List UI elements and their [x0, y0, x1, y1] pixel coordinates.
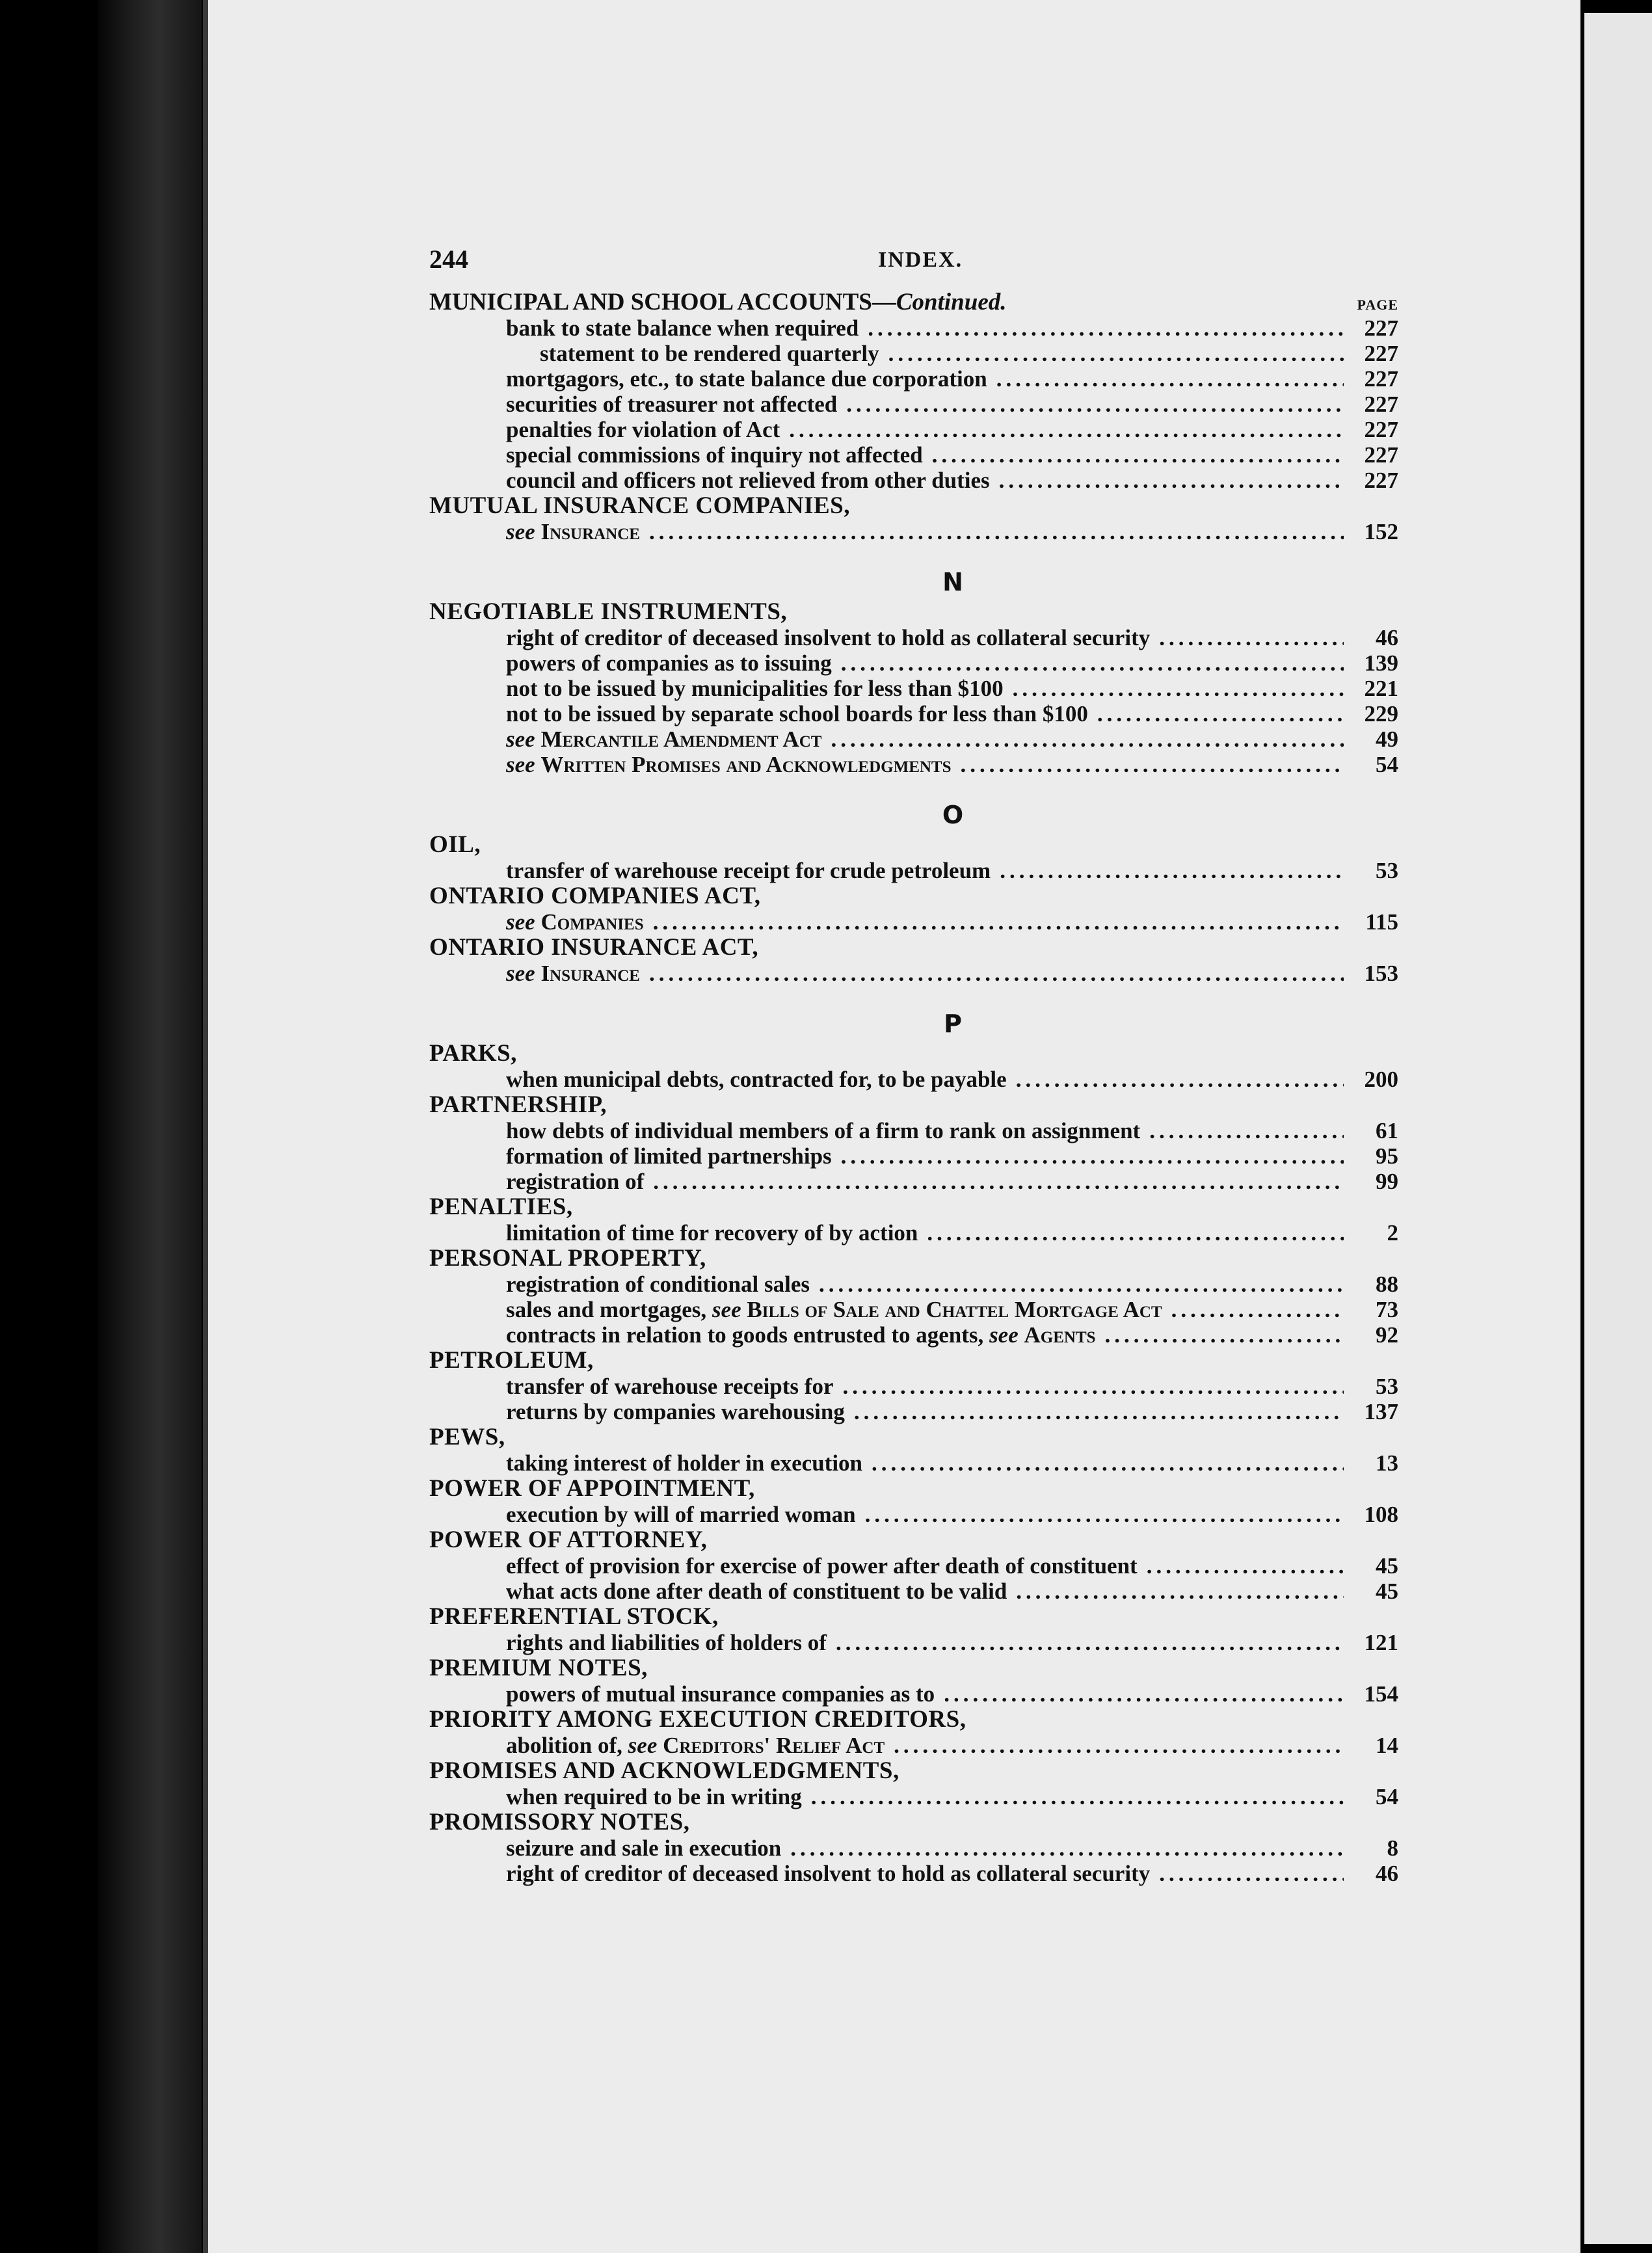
- page-reference: 53: [1376, 858, 1398, 883]
- page-reference: 153: [1364, 961, 1398, 986]
- dot-leader: [932, 442, 1344, 468]
- index-subentry: [429, 315, 1398, 341]
- index-subentry: [429, 366, 1398, 392]
- index-subentry: [429, 1681, 1398, 1707]
- page-reference: 54: [1376, 1784, 1398, 1809]
- subentry-label: taking interest of holder in execution: [506, 1450, 863, 1476]
- subentry-text: [506, 909, 644, 935]
- subentry-label: council and officers not relieved from other duties: [506, 468, 990, 493]
- dot-leader: [789, 417, 1344, 442]
- subentry-text: [506, 1630, 827, 1655]
- dot-leader: [868, 315, 1344, 341]
- subentry-label: when municipal debts, contracted for, to be payable: [506, 1067, 1007, 1092]
- subentry-label: powers of mutual insurance companies as to: [506, 1681, 935, 1707]
- cross-reference: Creditors' Relief Act: [663, 1733, 885, 1758]
- index-subentry: [429, 1374, 1398, 1399]
- see-word: see: [628, 1733, 658, 1758]
- subentry-label: registration of: [506, 1169, 645, 1194]
- index-subentry: [429, 1399, 1398, 1424]
- subentry-label: not to be issued by separate school boards for less than $100: [506, 701, 1088, 727]
- index-subentry: [429, 1169, 1398, 1194]
- index-subentry: [429, 1322, 1398, 1348]
- page-reference: 92: [1376, 1322, 1398, 1348]
- page-reference: 152: [1364, 519, 1398, 544]
- subentry-text: [506, 417, 780, 442]
- page-reference: 2: [1387, 1220, 1398, 1246]
- page-reference: 61: [1376, 1118, 1398, 1143]
- page-column-label: PAGE: [1357, 297, 1398, 313]
- subentry-label: contracts in relation to goods entrusted to agents,: [506, 1322, 984, 1348]
- subentry-text: [506, 752, 952, 777]
- page-reference: 13: [1376, 1450, 1398, 1476]
- page-reference: 108: [1364, 1502, 1398, 1527]
- subentry-text: [506, 1553, 1138, 1579]
- see-word: see: [989, 1322, 1019, 1348]
- subentry-text: [506, 1297, 1162, 1322]
- index-subentry: [429, 701, 1398, 727]
- index-subentry: [429, 1835, 1398, 1861]
- page-reference: 227: [1364, 392, 1398, 417]
- subentry-label: when required to be in writing: [506, 1784, 802, 1809]
- page-reference: 121: [1364, 1630, 1398, 1655]
- index-heading: ONTARIO COMPANIES ACT,: [429, 883, 761, 909]
- subentry-text: [506, 1143, 832, 1169]
- page-reference: 227: [1364, 442, 1398, 468]
- subentry-label: right of creditor of deceased insolvent to hold as collateral security: [506, 625, 1151, 650]
- subentry-text: [506, 1450, 862, 1476]
- page-reference: 45: [1376, 1579, 1398, 1604]
- index-heading: NEGOTIABLE INSTRUMENTS,: [429, 598, 788, 625]
- dot-leader: [1016, 1067, 1344, 1092]
- subentry-text: [506, 315, 859, 341]
- subentry-text: [506, 727, 821, 752]
- subentry-text: [506, 1169, 644, 1194]
- see-word: see: [506, 519, 535, 544]
- index-heading: PRIORITY AMONG EXECUTION CREDITORS,: [429, 1706, 966, 1733]
- page-reference: 99: [1376, 1169, 1398, 1194]
- subentry-label: sales and mortgages,: [506, 1297, 707, 1322]
- index-heading: PARTNERSHIP,: [429, 1091, 607, 1118]
- subentry-text: [506, 701, 1088, 727]
- continued-heading: [429, 289, 1398, 315]
- index-entries: [429, 493, 1398, 1886]
- running-head: [429, 244, 1398, 289]
- dot-leader: [831, 727, 1344, 752]
- page-number: 244: [429, 245, 468, 274]
- index-subentry: [429, 1784, 1398, 1809]
- page-reference: 229: [1364, 701, 1398, 727]
- facing-page-edge: [1584, 13, 1652, 2244]
- index-subentry: [429, 468, 1398, 493]
- dot-leader: [888, 341, 1344, 366]
- dot-leader: [1097, 701, 1344, 727]
- continued-heading-text: MUNICIPAL AND SCHOOL ACCOUNTS—: [429, 289, 896, 315]
- dot-leader: [846, 392, 1344, 417]
- subentry-label: formation of limited partnerships: [506, 1143, 832, 1169]
- index-subentry: [429, 909, 1398, 935]
- index-subentry: [429, 519, 1398, 544]
- index-subentry: [429, 1733, 1398, 1758]
- index-subentry: [429, 1579, 1398, 1604]
- index-heading: PROMISSORY NOTES,: [429, 1809, 690, 1835]
- index-subentry: [429, 625, 1398, 650]
- subentry-text: [506, 650, 832, 676]
- page-reference: 53: [1376, 1374, 1398, 1399]
- dot-leader: [1016, 1579, 1344, 1604]
- see-word: see: [506, 727, 535, 752]
- subentry-label: execution by will of married woman: [506, 1502, 856, 1527]
- subentry-text: [506, 519, 640, 544]
- page-reference: 73: [1376, 1297, 1398, 1322]
- dot-leader: [811, 1784, 1344, 1809]
- dot-leader: [894, 1733, 1344, 1758]
- dot-leader: [865, 1502, 1344, 1527]
- dot-leader: [653, 909, 1344, 935]
- page-reference: 227: [1364, 341, 1398, 366]
- subentry-text: [506, 1835, 781, 1861]
- subentry-text: [506, 442, 923, 468]
- index-subentry: [429, 417, 1398, 442]
- page-reference: 8: [1387, 1835, 1398, 1861]
- dot-leader: [1159, 625, 1344, 650]
- index-subentry: [429, 961, 1398, 986]
- subentry-text: [506, 1861, 1150, 1886]
- continued-entries: [429, 315, 1398, 493]
- dot-leader: [649, 519, 1344, 544]
- subentry-label: what acts done after death of constituent to be valid: [506, 1579, 1007, 1604]
- page-reference: 137: [1364, 1399, 1398, 1424]
- index-subentry: [429, 1450, 1398, 1476]
- page-reference: 221: [1364, 676, 1398, 701]
- page-reference: 46: [1376, 1861, 1398, 1886]
- subentry-text: [506, 392, 837, 417]
- subentry-label: not to be issued by municipalities for less than $100: [506, 676, 1004, 701]
- cross-reference: Insurance: [540, 961, 640, 986]
- page-reference: 54: [1376, 752, 1398, 777]
- index-subentry: [429, 1220, 1398, 1246]
- dot-leader: [1105, 1322, 1344, 1348]
- subentry-label: statement to be rendered quarterly: [540, 341, 879, 366]
- dot-leader: [841, 650, 1344, 676]
- index-subentry: [429, 727, 1398, 752]
- see-word: see: [506, 961, 535, 986]
- page-reference: 227: [1364, 468, 1398, 493]
- dot-leader: [927, 1220, 1344, 1246]
- subentry-text: [506, 1399, 845, 1424]
- subentry-text: [506, 1579, 1007, 1604]
- subentry-text: [506, 1067, 1007, 1092]
- page-reference: 154: [1364, 1681, 1398, 1707]
- cross-reference: Bills of Sale and Chattel Mortgage Act: [747, 1297, 1162, 1322]
- subentry-label: effect of provision for exercise of power after death of constituent: [506, 1553, 1138, 1579]
- page-reference: 14: [1376, 1733, 1398, 1758]
- subentry-label: right of creditor of deceased insolvent to hold as collateral security: [506, 1861, 1151, 1886]
- subentry-label: penalties for violation of Act: [506, 417, 780, 442]
- dot-leader: [996, 366, 1344, 392]
- index-subentry: [429, 1861, 1398, 1886]
- index-subentry: [429, 1297, 1398, 1322]
- page-reference: 115: [1365, 909, 1398, 935]
- index-heading: MUTUAL INSURANCE COMPANIES,: [429, 492, 850, 519]
- dot-leader: [1149, 1118, 1344, 1143]
- subentry-label: transfer of warehouse receipt for crude petroleum: [506, 858, 991, 883]
- index-subentry: [429, 1067, 1398, 1092]
- index-subentry: [429, 1553, 1398, 1579]
- index-subentry: [429, 442, 1398, 468]
- index-subentry: [429, 650, 1398, 676]
- cross-reference: Written Promises and Acknowledgments: [540, 752, 952, 777]
- dot-leader: [1147, 1553, 1344, 1579]
- page-reference: 45: [1376, 1553, 1398, 1579]
- index-heading: POWER OF APPOINTMENT,: [429, 1475, 755, 1502]
- subentry-text: [506, 1502, 856, 1527]
- index-heading: PREFERENTIAL STOCK,: [429, 1603, 719, 1630]
- dot-leader: [836, 1630, 1344, 1655]
- page-reference: 139: [1364, 650, 1398, 676]
- dot-leader: [944, 1681, 1344, 1707]
- subentry-text: [506, 1322, 1096, 1348]
- subentry-label: abolition of,: [506, 1733, 622, 1758]
- dot-leader: [653, 1169, 1344, 1194]
- index-heading: PETROLEUM,: [429, 1347, 594, 1374]
- dot-leader: [999, 468, 1344, 493]
- continued-word: Continued.: [896, 289, 1007, 315]
- subentry-label: powers of companies as to issuing: [506, 650, 832, 676]
- cross-reference: Agents: [1024, 1322, 1096, 1348]
- subentry-label: returns by companies warehousing: [506, 1399, 845, 1424]
- subentry-text: [506, 1220, 918, 1246]
- index-heading: PROMISES AND ACKNOWLEDGMENTS,: [429, 1757, 899, 1784]
- index-heading: OIL,: [429, 831, 481, 858]
- index-heading: PARKS,: [429, 1040, 517, 1067]
- dot-leader: [1013, 676, 1344, 701]
- section-letter: P: [944, 1009, 962, 1038]
- subentry-text: [506, 1733, 885, 1758]
- index-subentry: [429, 341, 1398, 366]
- index-subentry: [429, 1502, 1398, 1527]
- index-heading: ONTARIO INSURANCE ACT,: [429, 934, 759, 961]
- page-reference: 227: [1364, 417, 1398, 442]
- subentry-label: securities of treasurer not affected: [506, 392, 838, 417]
- see-word: see: [712, 1297, 741, 1322]
- subentry-text: [506, 858, 991, 883]
- section-letter: N: [942, 568, 963, 596]
- subentry-text: [506, 1374, 833, 1399]
- subentry-text: [506, 625, 1150, 650]
- index-subentry: [429, 1118, 1398, 1143]
- page-reference: 227: [1364, 315, 1398, 341]
- page-reference: 88: [1376, 1272, 1398, 1297]
- index-heading: PERSONAL PROPERTY,: [429, 1245, 706, 1272]
- page-reference: 200: [1364, 1067, 1398, 1092]
- subentry-text: [506, 961, 640, 986]
- dot-leader: [790, 1835, 1344, 1861]
- subentry-label: mortgagors, etc., to state balance due corporation: [506, 366, 987, 392]
- subentry-text: [540, 341, 879, 366]
- subentry-text: [506, 1118, 1140, 1143]
- see-word: see: [506, 909, 535, 935]
- subentry-text: [506, 366, 987, 392]
- subentry-label: seizure and sale in execution: [506, 1835, 782, 1861]
- index-heading: PENALTIES,: [429, 1193, 573, 1220]
- book-spine-gutter: [98, 0, 202, 2253]
- see-word: see: [506, 752, 535, 777]
- dot-leader: [842, 1374, 1344, 1399]
- index-heading: PEWS,: [429, 1424, 505, 1450]
- index-subentry: [429, 858, 1398, 883]
- index-heading: PREMIUM NOTES,: [429, 1655, 648, 1681]
- subentry-label: transfer of warehouse receipts for: [506, 1374, 834, 1399]
- subentry-label: registration of conditional sales: [506, 1272, 810, 1297]
- subentry-label: rights and liabilities of holders of: [506, 1630, 827, 1655]
- page-reference: 46: [1376, 625, 1398, 650]
- subentry-text: [506, 1272, 810, 1297]
- dot-leader: [1000, 858, 1344, 883]
- dot-leader: [649, 961, 1344, 986]
- index-subentry: [429, 1143, 1398, 1169]
- subentry-text: [506, 1681, 935, 1707]
- index-text-block: [429, 244, 1398, 1886]
- dot-leader: [1159, 1861, 1344, 1886]
- index-heading: POWER OF ATTORNEY,: [429, 1526, 708, 1553]
- subentry-text: [506, 676, 1004, 701]
- section-letter: O: [942, 801, 964, 829]
- cross-reference: Companies: [540, 909, 644, 935]
- subentry-label: limitation of time for recovery of by action: [506, 1220, 918, 1246]
- dot-leader: [841, 1143, 1344, 1169]
- index-subentry: [429, 676, 1398, 701]
- index-subentry: [429, 392, 1398, 417]
- subentry-text: [506, 468, 990, 493]
- index-subentry: [429, 1630, 1398, 1655]
- running-title: INDEX.: [878, 248, 963, 272]
- subentry-label: special commissions of inquiry not affected: [506, 442, 923, 468]
- dot-leader: [872, 1450, 1344, 1476]
- dot-leader: [819, 1272, 1344, 1297]
- dot-leader: [1171, 1297, 1344, 1322]
- subentry-label: bank to state balance when required: [506, 315, 859, 341]
- page-reference: 227: [1364, 366, 1398, 392]
- index-subentry: [429, 752, 1398, 777]
- cross-reference: Mercantile Amendment Act: [540, 727, 822, 752]
- subentry-text: [506, 1784, 802, 1809]
- subentry-label: how debts of individual members of a firm to rank on assignment: [506, 1118, 1141, 1143]
- index-subentry: [429, 1272, 1398, 1297]
- dot-leader: [961, 752, 1344, 777]
- cross-reference: Insurance: [540, 519, 640, 544]
- page-reference: 95: [1376, 1143, 1398, 1169]
- dot-leader: [854, 1399, 1344, 1424]
- page-reference: 49: [1376, 727, 1398, 752]
